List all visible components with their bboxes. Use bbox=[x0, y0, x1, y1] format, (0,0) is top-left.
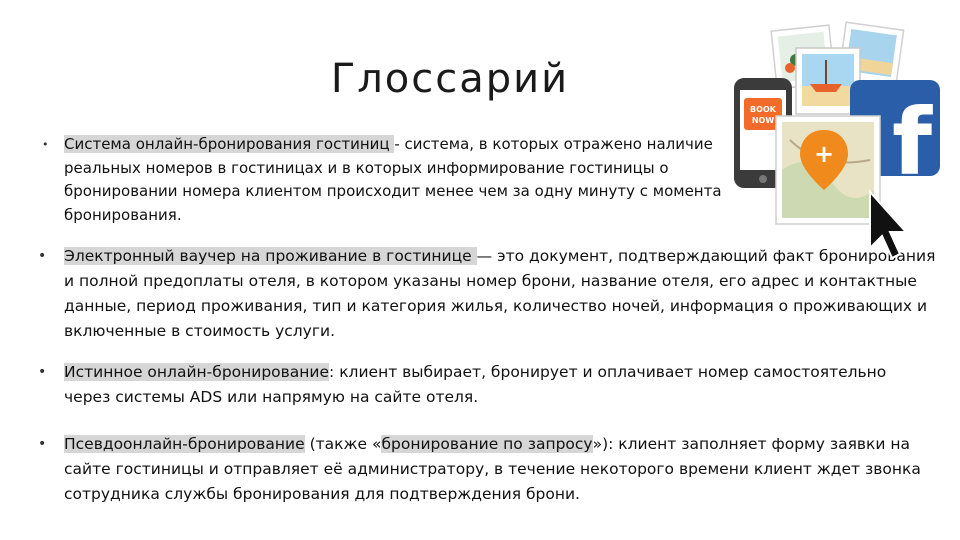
bullet-icon: • bbox=[38, 436, 47, 452]
glossary-item-pseudo-online-booking bbox=[38, 432, 944, 507]
glossary-definition: : клиент выбирает, бронирует и оплачивает номер самостоятельно через системы ADS или напрямую на сайте отеля. bbox=[64, 363, 887, 406]
glossary-item-true-online-booking bbox=[38, 360, 914, 410]
glossary-text bbox=[64, 133, 724, 227]
glossary-term-secondary: бронирование по запросу bbox=[381, 435, 593, 453]
glossary-definition: — это документ, подтверждающий факт бронирования и полной предоплаты отеля, в котором указаны номер брони, название отеля, его адрес и контактные данные, период проживания, тип и категория жилья, количество ночей, информация о проживающих и включенные в стоимость услуги. bbox=[64, 247, 936, 340]
glossary-text bbox=[64, 360, 914, 410]
booking-illustration bbox=[730, 20, 950, 260]
bullet-icon: • bbox=[38, 364, 47, 380]
svg-text:NOW: NOW bbox=[751, 116, 775, 125]
glossary-text bbox=[64, 432, 944, 507]
book-now-label: BOOK bbox=[750, 105, 776, 114]
facebook-letter: f bbox=[891, 89, 933, 196]
glossary-text-middle: (также « bbox=[304, 435, 382, 453]
mouse-cursor-icon bbox=[870, 192, 906, 258]
glossary-term: Истинное онлайн-бронирование bbox=[64, 363, 330, 381]
glossary-term: Система онлайн-бронирования гостиниц bbox=[64, 135, 395, 153]
map-pin-plus: + bbox=[813, 140, 835, 168]
glossary-term: Электронный ваучер на проживание в гостинице bbox=[64, 247, 477, 265]
glossary-term: Псевдоонлайн-бронирование bbox=[64, 435, 305, 453]
slide-title: Глоссарий bbox=[330, 56, 570, 102]
bullet-icon: • bbox=[38, 248, 47, 264]
glossary-definition: - система, в которых отражено наличие реальных номеров в гостиницах и в которых информирование гостиницы о бронировании номера клиентом происходит менее чем за одну минуту с момента бронирования. bbox=[64, 135, 722, 224]
glossary-item-online-booking-system bbox=[42, 133, 724, 227]
bullet-icon: • bbox=[42, 138, 49, 151]
glossary-definition: »): клиент заполняет форму заявки на сайте гостиницы и отправляет её администратору, в течение некоторого времени клиент ждет звонка сотрудника службы бронирования для подтверждения брони. bbox=[64, 435, 921, 503]
